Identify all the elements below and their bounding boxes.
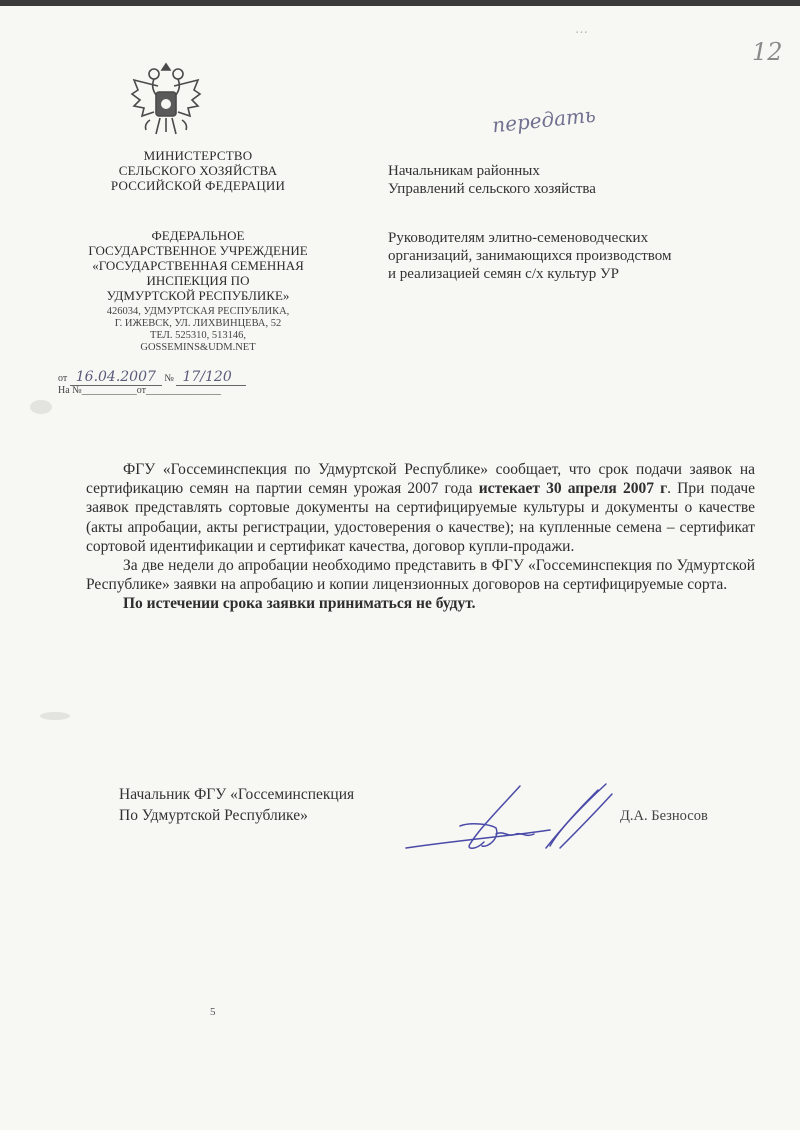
recipient-line: и реализацией семян с/х культур УР [388, 266, 619, 282]
reply-reference-line: На №___________от_______________ [58, 385, 221, 396]
institution-line: ФЕДЕРАЛЬНОЕ [151, 228, 245, 243]
address-line: Г. ИЖЕВСК, УЛ. ЛИХВИНЦЕВА, 52 [114, 318, 282, 329]
institution-line: ИНСПЕКЦИЯ ПО [146, 273, 250, 288]
address-line: GOSSEMINS&UDM.NET [140, 342, 256, 353]
p1-text-a: ФГУ «Госсеминспекция по Удмуртской Республике» сообщает, что срок подачи заявок на сертификацию семян на партии семян урожая 2007 года [86, 461, 755, 498]
ministry-line: СЕЛЬСКОГО ХОЗЯЙСТВА [118, 163, 278, 178]
pencil-note: … [575, 22, 588, 37]
double-headed-eagle-icon [128, 60, 204, 138]
reg-number: 17/120 [176, 369, 245, 386]
handwritten-resolution: передать [491, 102, 597, 138]
institution-header [60, 228, 336, 303]
p1-text-b: . При подаче заявок представлять сортовые документы на сертифицируемые культуры и документы о качестве (акты апробации, акты регистрации, удостоверения о качестве); на купленные семена – сертификат сортовой идентификации и сертификат качества, договор купли-продажи. [86, 480, 755, 555]
footer-mark: 5 [210, 1006, 216, 1018]
recipient-line: Управлений сельского хозяйства [388, 181, 596, 197]
scan-smudge [30, 400, 52, 414]
ministry-line: РОССИЙСКОЙ ФЕДЕРАЦИИ [110, 178, 286, 193]
scan-smudge [40, 712, 70, 720]
institution-line: «ГОСУДАРСТВЕННАЯ СЕМЕННАЯ [92, 258, 304, 273]
letter-body [86, 460, 755, 614]
ministry-line: МИНИСТЕРСТВО [143, 148, 253, 163]
address-line: 426034, УДМУРТСКАЯ РЕСПУБЛИКА, [106, 306, 290, 317]
body-paragraph-3: По истечении срока заявки приниматься не будут. [123, 595, 476, 613]
recipients-group-1 [388, 162, 768, 198]
recipient-line: организаций, занимающихся производством [388, 248, 672, 264]
body-paragraph-2: За две недели до апробации необходимо представить в ФГУ «Госсеминспекция по Удмуртской Республике» заявки на апробацию и копии лицензионных договоров на сертифицируемые сорта. [86, 557, 755, 594]
institution-line: УДМУРТСКОЙ РЕСПУБЛИКЕ» [106, 288, 290, 303]
deadline-text: истекает 30 апреля 2007 г [478, 480, 668, 498]
handwritten-page-number: 12 [752, 38, 783, 66]
institution-address [60, 306, 336, 354]
position-line: По Удмуртской Республике» [119, 807, 308, 824]
recipient-line: Руководителям элитно-семеноводческих [388, 230, 649, 246]
registration-line [58, 369, 246, 385]
scan-edge [0, 0, 800, 6]
signatory-name: Д.А. Безносов [620, 808, 708, 824]
body-paragraph-1 [86, 460, 755, 556]
signatory-position [119, 784, 354, 826]
institution-line: ГОСУДАРСТВЕННОЕ УЧРЕЖДЕНИЕ [88, 243, 308, 258]
recipient-line: Начальникам районных [388, 163, 540, 179]
ministry-header [60, 148, 336, 193]
reg-from-label: от [58, 373, 68, 384]
reg-date: 16.04.2007 [70, 369, 162, 386]
address-line: ТЕЛ. 525310, 513146, [150, 330, 246, 341]
recipients-group-2 [388, 229, 768, 283]
handwritten-signature [400, 778, 620, 858]
reg-no-label: № [164, 373, 174, 384]
position-line: Начальник ФГУ «Госсеминспекция [119, 786, 355, 803]
